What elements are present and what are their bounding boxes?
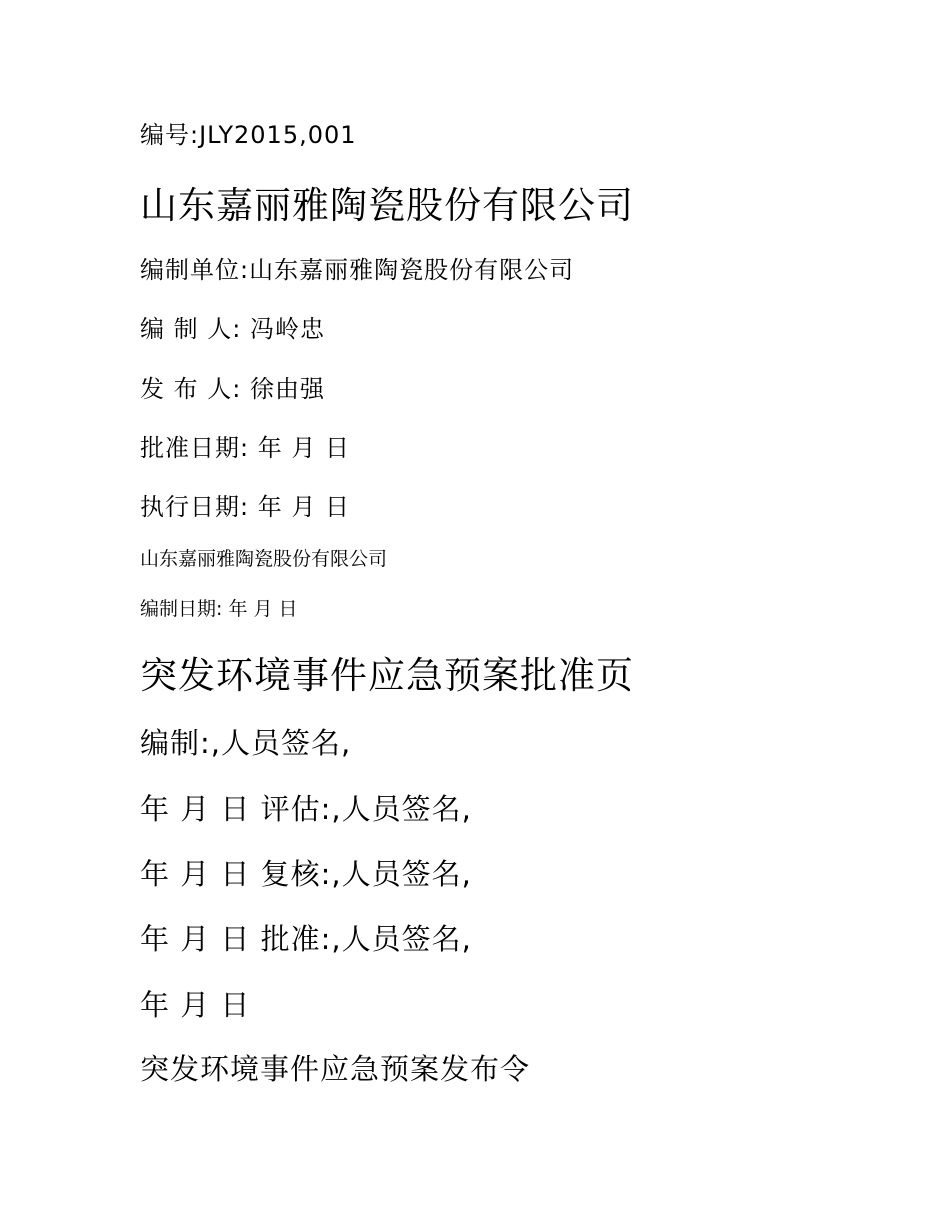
compiler: 编 制 人: 冯岭忠 xyxy=(140,315,325,343)
release-order-title: 突发环境事件应急预案发布令 xyxy=(140,1052,531,1086)
evaluation-signature-line: 年 月 日 评估:,人员签名, xyxy=(140,792,472,826)
publisher: 发 布 人: 徐由强 xyxy=(140,375,325,403)
compiling-unit: 编制单位:山东嘉丽雅陶瓷股份有限公司 xyxy=(140,256,575,284)
final-date-line: 年 月 日 xyxy=(140,988,251,1022)
approval-page-title: 突发环境事件应急预案批准页 xyxy=(140,654,634,697)
approval-date: 批准日期: 年 月 日 xyxy=(140,434,350,462)
compile-date: 编制日期: 年 月 日 xyxy=(140,598,298,620)
document-code: 编号:JLY2015,001 xyxy=(140,121,357,149)
approve-signature-line: 年 月 日 批准:,人员签名, xyxy=(140,922,472,956)
company-name-small: 山东嘉丽雅陶瓷股份有限公司 xyxy=(140,548,388,570)
review-signature-line: 年 月 日 复核:,人员签名, xyxy=(140,857,472,891)
compile-signature-line: 编制:,人员签名, xyxy=(140,726,352,760)
execution-date: 执行日期: 年 月 日 xyxy=(140,493,350,521)
company-title: 山东嘉丽雅陶瓷股份有限公司 xyxy=(140,184,634,227)
